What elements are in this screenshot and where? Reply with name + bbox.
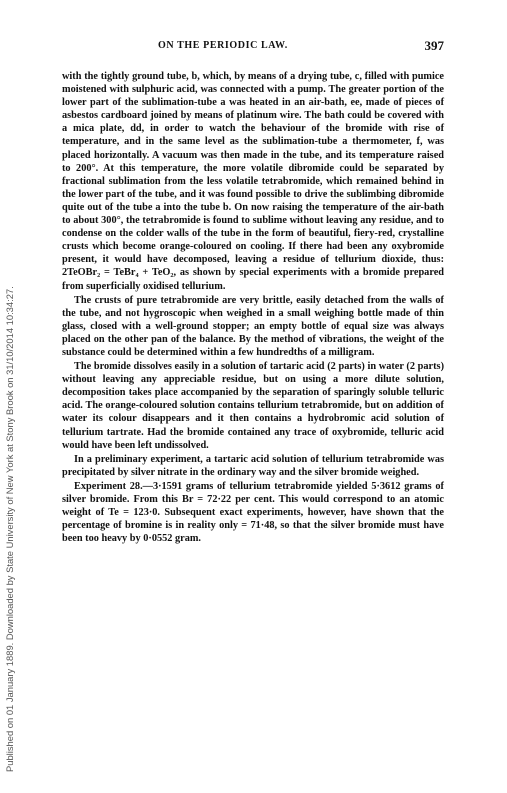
- paragraph-solution: The bromide dissolves easily in a solution of tartaric acid (2 parts) in water (2 parts) without leaving any appreciable residue, but on using a more dilute solution, decomposition takes place accompanied by the separation of sparingly soluble telluric acid. The orange-coloured solution contains tellurium tetrabromide, but on addition of water its colour disappears and it then contains a hydrobromic acid solution of tellurium tartrate. Had the bromide contained any trace of oxybromide, telluric acid would have been left undissolved.: [62, 361, 444, 451]
- download-watermark: [0, 0, 22, 793]
- page: [62, 40, 444, 545]
- paragraph-experiment-28: Experiment 28.—3·1591 grams of tellurium tetrabromide yielded 5·3612 grams of silver bromide. From this Br = 72·22 per cent. This would correspond to an atomic weight of Te = 123·0. Subsequent exact experiments, however, have shown that the percentage of bromine is in reality only = 71·48, so that the silver bromide must have been too heavy by 0·0552 gram.: [62, 480, 444, 545]
- paragraph-crusts: The crusts of pure tetrabromide are very brittle, easily detached from the walls of the tube, and not hygroscopic when weighed in a small weighing bottle made of thin glass, closed with a well-ground stopper; an empty bottle of equal size was always placed on the other pan of the balance. By the method of vibrations, the weight of the substance could be determined within a few hundredths of a milligram.: [62, 294, 444, 358]
- download-watermark-text: Published on 01 January 1889. Downloaded by State University of New York at Stony Brook on 31/10/2014 10:34:27.: [4, 286, 15, 772]
- body-text: [62, 70, 444, 545]
- running-title: ON THE PERIODIC LAW.: [158, 40, 288, 51]
- paragraph-apparatus: with the tightly ground tube, b, which, by means of a drying tube, c, filled with pumice moistened with sulphuric acid, was connected with a pump. The greater portion of the lower part of the sublimation-tube a was heated in an air-bath, ee, made of pieces of asbestos cardboard joined by means of platinum wire. The bath could be covered with a mica plate, dd, in order to watch the behaviour of the bromide with rise of temperature, and in the same level as the sublimation-tube a thermometer, f, was placed horizontally. A vacuum was then made in the tube, and its temperature raised to 200°. At this temperature, the more volatile dibromide could be separated by fractional sublimation from the less volatile tetrabromide, which remained behind in the lower part of the tube, and it was found possible to drive the sublimbing dibromide quite out of the tube a into the tube b. On now raising the temperature of the air-bath to about 300°, the tetrabromide is found to sublime without leaving any residue, and to condense on the colder walls of the tube in the form of beautiful, fiery-red, crystalline crusts which become orange-coloured on cooling. If there had been any oxybromide present, it would have decomposed, leaving a residue of tellurium dioxide, thus: 2TeOBr₂ = TeBr₄ + TeO₂, as shown by special experiments with a bromide prepared from superficially oxidised tellurium.: [62, 71, 444, 292]
- page-number: 397: [424, 38, 444, 53]
- paragraph-preliminary: In a preliminary experiment, a tartaric acid solution of tellurium tetrabromide was precipitated by silver nitrate in the ordinary way and the silver bromide weighed.: [62, 453, 444, 478]
- running-header: [62, 40, 444, 56]
